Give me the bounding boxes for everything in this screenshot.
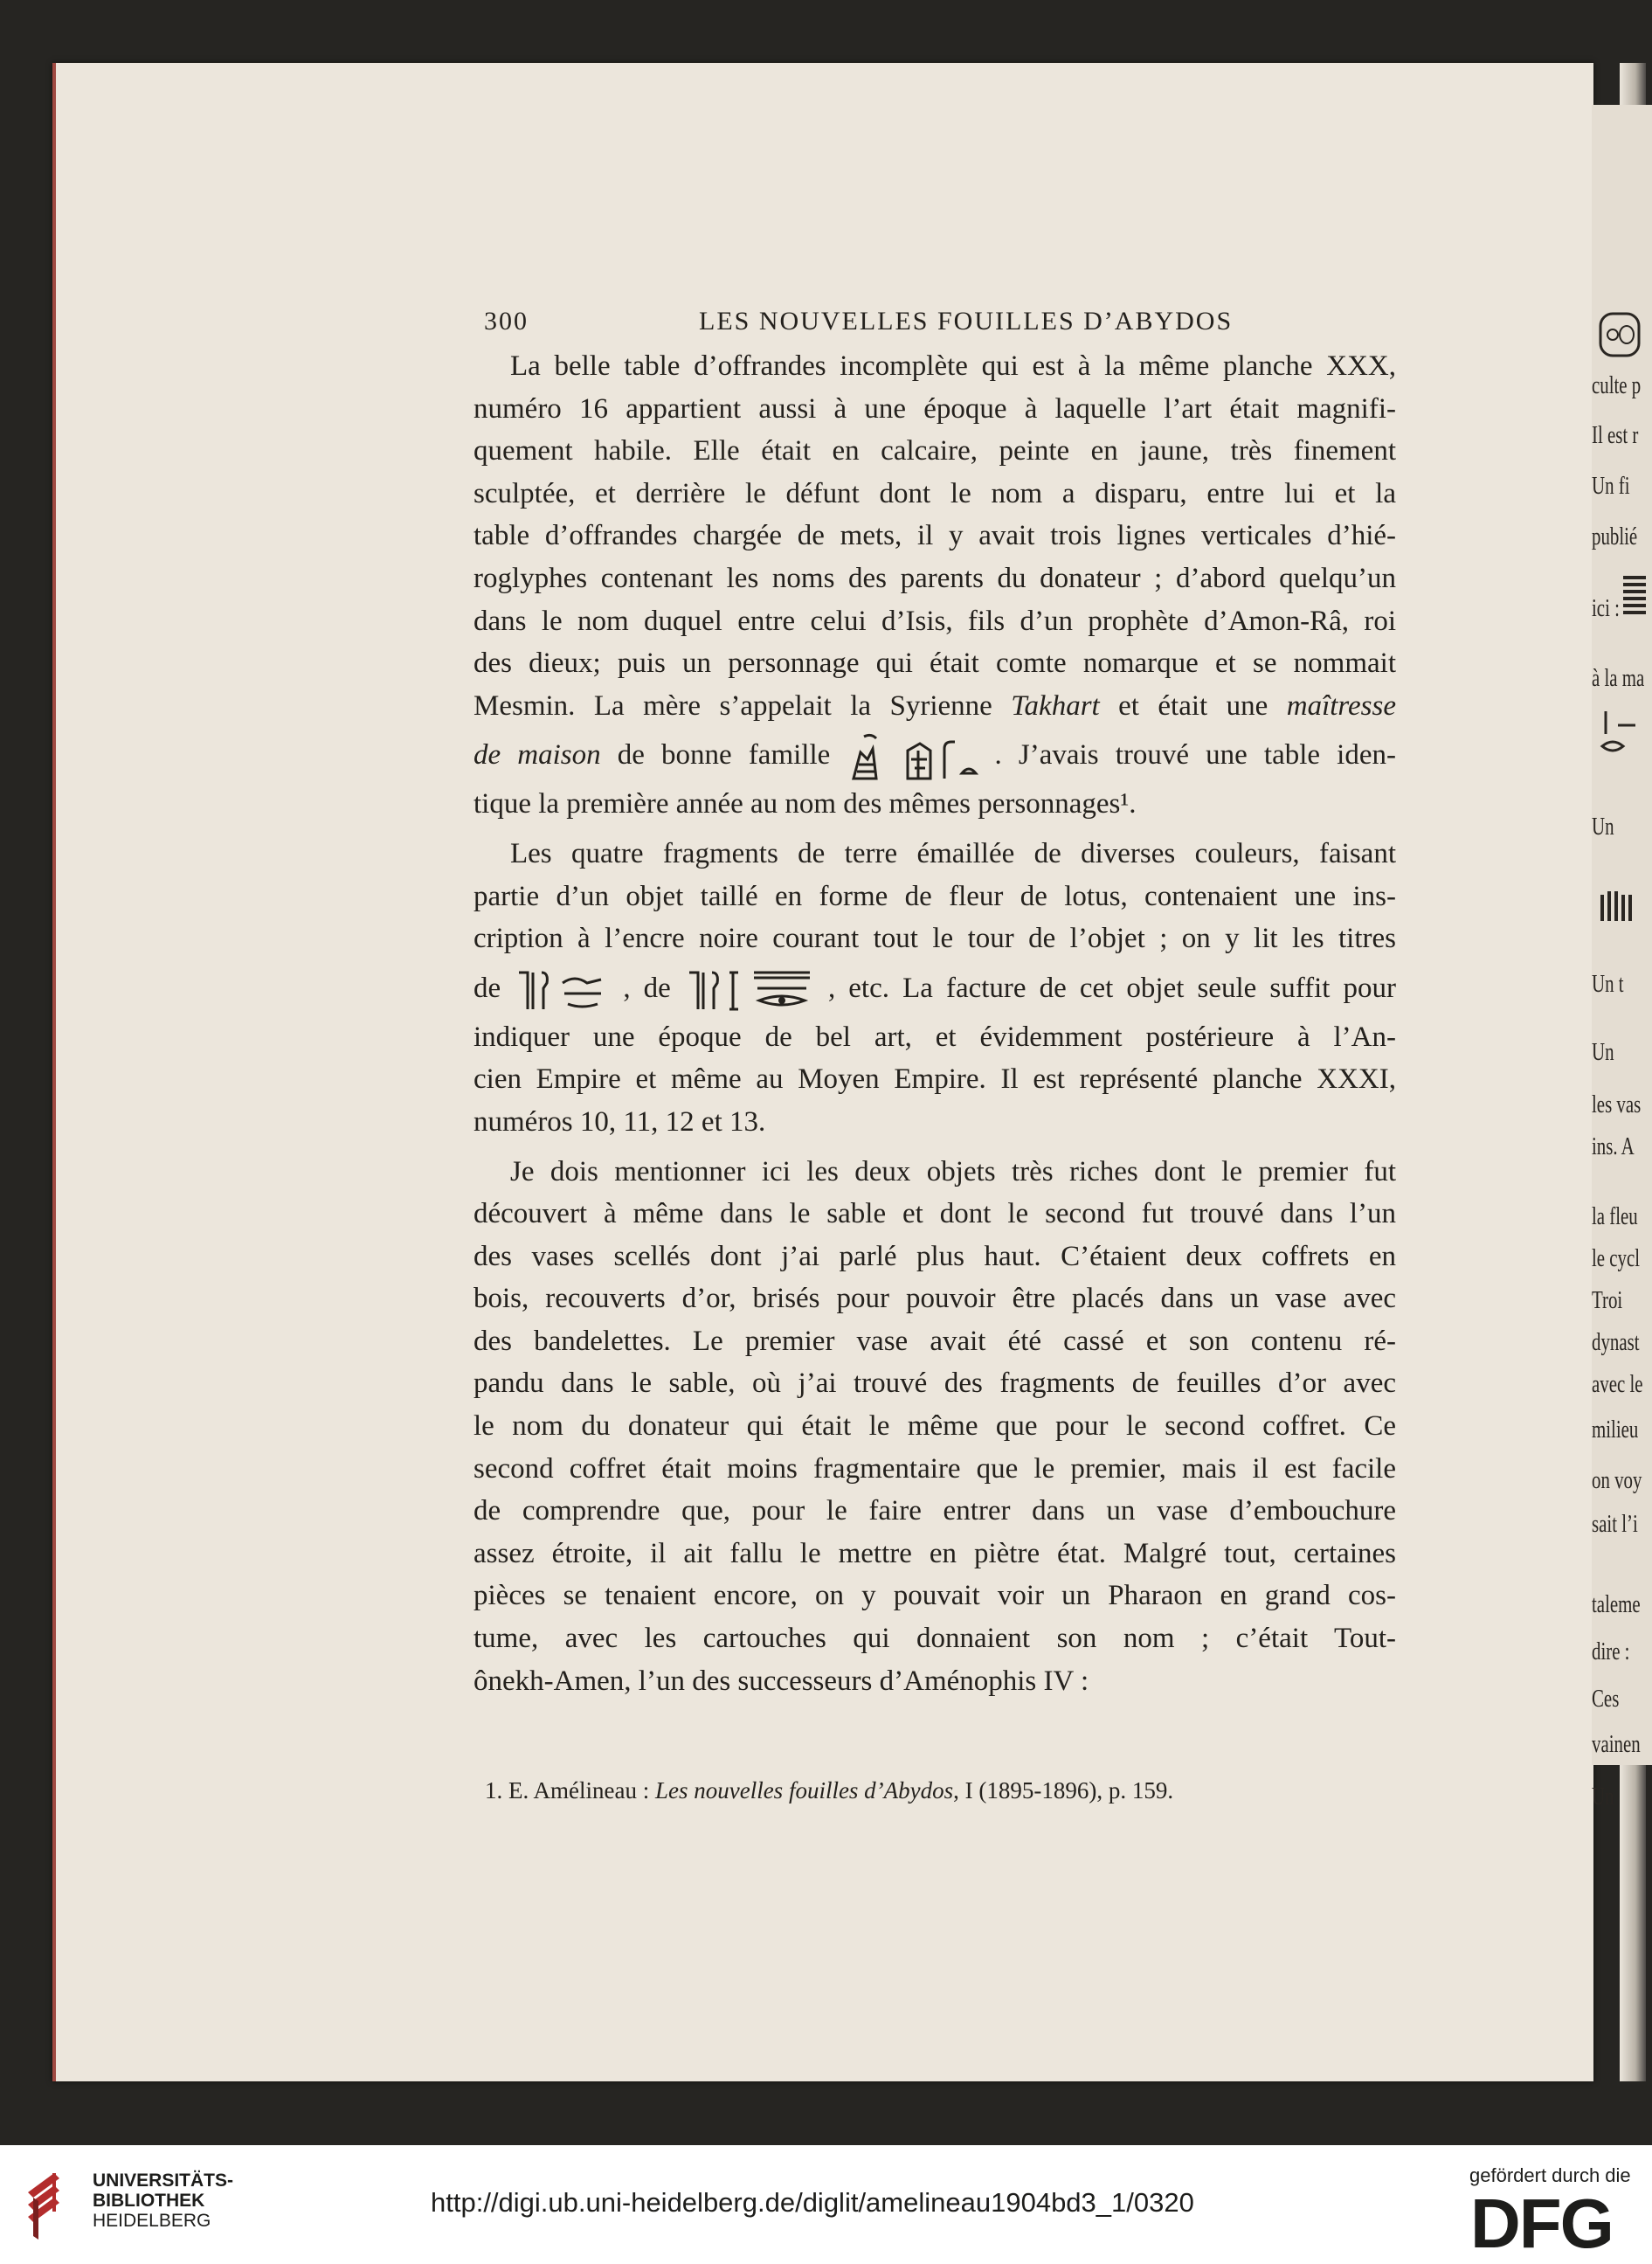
dfg-logo-icon[interactable] — [1470, 2184, 1628, 2262]
funded-by-label: gefördert durch die — [1469, 2164, 1631, 2186]
text-line: des bandelettes. Le premier vase avait été cassé et son contenu ré- — [473, 1325, 1396, 1357]
text-line: des dieux; puis un personnage qui était comte nomarque et se nommait — [473, 647, 1396, 680]
text-line — [473, 685, 1396, 728]
footer-bar — [0, 2145, 1652, 2264]
text-line: La belle table d’offrandes incomplète qui est à la même planche XXX, — [510, 350, 1396, 382]
edge-text-line: le cycl — [1592, 1244, 1641, 1272]
running-head — [473, 301, 1396, 345]
hieroglyph-title-1-icon — [514, 966, 610, 1014]
adjacent-page-edge — [1592, 105, 1652, 1811]
edge-text-line: avec le — [1592, 1370, 1643, 1398]
paragraph-2 — [473, 833, 1396, 1144]
text-line: le nom du donateur qui était le même que pour le second coffret. Ce — [473, 1410, 1396, 1443]
text-run: Mesmin. La mère s’appelait la Syrienne — [473, 689, 1012, 722]
edge-text-line: on voy — [1592, 1466, 1642, 1494]
page-number: 300 — [484, 307, 529, 336]
text-line: sculptée, et derrière le défunt dont le nom a disparu, entre lui et la — [473, 477, 1396, 509]
edge-text-line: la fleu — [1592, 1202, 1638, 1230]
text-line: numéros 10, 11, 12 et 13. — [473, 1105, 766, 1138]
footnote-text: , I (1895-1896), p. 159. — [953, 1777, 1174, 1804]
edge-text-line: sait l’i — [1592, 1510, 1638, 1538]
page-content — [473, 301, 1396, 1702]
edge-text-line: ici : — [1592, 594, 1620, 622]
term-maitresse: maîtresse — [1286, 689, 1396, 722]
edge-text-line: taleme — [1592, 1590, 1641, 1618]
name-takhart: Takhart — [1011, 689, 1100, 722]
library-name-line: HEIDELBERG — [93, 2211, 211, 2231]
text-line: de comprendre que, pour le faire entrer dans un vase d’embouchure — [473, 1495, 1396, 1527]
edge-text-line: dire : — [1592, 1637, 1630, 1665]
dfg-logo-text: DFG — [1470, 2184, 1613, 2262]
footnote — [485, 1777, 1358, 1804]
hatched-hieroglyph-icon — [1620, 572, 1649, 621]
edge-text-line: culte p — [1592, 371, 1642, 399]
text-line: pièces se tenaient encore, on y pouvait voir un Pharaon en grand cos- — [473, 1580, 1396, 1612]
hieroglyph-nebet-per-icon — [847, 733, 978, 782]
text-line: quement habile. Elle était en calcaire, peinte en jaune, très finement — [473, 435, 1396, 467]
library-name-line: BIBLIOTHEK — [93, 2191, 205, 2211]
edge-text-line: dynast — [1592, 1328, 1640, 1356]
edge-text-line: Un — [1592, 1783, 1614, 1811]
text-line: table d’offrandes chargée de mets, il y avait trois lignes verticales d’hié- — [473, 520, 1396, 552]
text-line: des vases scellés dont j’ai parlé plus haut. C’étaient deux coffrets en — [473, 1240, 1396, 1272]
paragraph-3 — [473, 1151, 1396, 1703]
edge-text-line: milieu — [1592, 1416, 1639, 1444]
permalink-url[interactable]: http://digi.ub.uni-heidelberg.de/diglit/amelineau1904bd3_1/0320 — [431, 2187, 1194, 2218]
text-line: découvert à même dans le sable et dont le second fut trouvé dans l’un — [473, 1198, 1396, 1230]
text-line — [473, 960, 1396, 1016]
university-library-logo-icon[interactable] — [19, 2166, 86, 2243]
edge-text-line: les vas — [1592, 1090, 1642, 1118]
text-line: ônekh-Amen, l’un des successeurs d’Aménophis IV : — [473, 1665, 1089, 1697]
library-name — [93, 2171, 233, 2231]
text-line: numéro 16 appartient aussi à une époque à laquelle l’art était magnifi- — [473, 392, 1396, 425]
edge-text-line: Un t — [1592, 970, 1624, 998]
text-line: pandu dans le sable, où j’ai trouvé des fragments de feuilles d’or avec — [473, 1367, 1396, 1400]
text-run: de — [473, 972, 515, 1004]
text-line: cription à l’encre noire courant tout le tour de l’objet ; on y lit les titres — [473, 923, 1396, 955]
text-line: tique la première année au nom des mêmes personnages¹. — [473, 788, 1137, 820]
text-run: de bonne famille — [600, 739, 847, 772]
running-title: LES NOUVELLES FOUILLES D’ABYDOS — [699, 307, 1234, 336]
text-line: second coffret était moins fragmentaire que le premier, mais il est facile — [473, 1452, 1396, 1485]
text-line: dans le nom duquel entre celui d’Isis, fils d’un prophète d’Amon-Râ, roi — [473, 605, 1396, 637]
edge-text-line: à la ma — [1592, 664, 1645, 692]
edge-text-line: Un — [1592, 813, 1614, 841]
edge-text-line: ins. A — [1592, 1132, 1635, 1160]
text-line: partie d’un objet taillé en forme de fleur de lotus, contenaient une ins- — [473, 880, 1396, 912]
text-line: Je dois mentionner ici les deux objets très riches dont le premier fut — [510, 1155, 1396, 1187]
edge-text-line: Un fi — [1592, 472, 1630, 500]
edge-text-line: Troi — [1592, 1286, 1623, 1314]
footnote-text: 1. E. Amélineau : — [485, 1777, 655, 1804]
hieroglyph-group-icon — [1597, 708, 1644, 757]
edge-text-line: Ces — [1592, 1685, 1620, 1713]
hieroglyph-title-2-icon — [684, 966, 815, 1014]
edge-text-line: vainen — [1592, 1730, 1641, 1758]
paragraph-1 — [473, 345, 1396, 826]
text-line: cien Empire et même au Moyen Empire. Il est représenté planche XXXI, — [473, 1063, 1396, 1096]
text-run: , de — [610, 972, 684, 1004]
edge-text-line: Il est r — [1592, 421, 1639, 449]
term-de-maison: de maison — [473, 739, 601, 772]
cartouche-hieroglyph-icon — [1597, 310, 1644, 359]
text-line: bois, recouverts d’or, brisés pour pouvoir être placés dans un vase avec — [473, 1283, 1396, 1315]
library-name-line: UNIVERSITÄTS- — [93, 2171, 234, 2191]
text-line — [473, 727, 1396, 783]
edge-text-line: Un — [1592, 1038, 1614, 1066]
text-line: indiquer une époque de bel art, et évidemment postérieure à l’An- — [473, 1021, 1396, 1053]
footnote-title: Les nouvelles fouilles d’Abydos — [654, 1777, 954, 1804]
text-line: tume, avec les cartouches qui donnaient son nom ; c’était Tout- — [473, 1623, 1396, 1655]
text-line: roglyphes contenant les noms des parents du donateur ; d’abord quelqu’un — [473, 562, 1396, 594]
text-line: assez étroite, il ait fallu le mettre en piètre état. Malgré tout, certaines — [473, 1537, 1396, 1569]
edge-text-line: publié — [1592, 523, 1638, 550]
text-run: , etc. La facture de cet objet seule suffit pour — [814, 972, 1396, 1004]
text-run: . J’avais trouvé une table iden- — [978, 739, 1396, 772]
hieroglyph-bars-icon — [1597, 883, 1644, 931]
text-line: Les quatre fragments de terre émaillée de diverses couleurs, faisant — [510, 837, 1396, 869]
text-run: et était une — [1099, 689, 1287, 722]
